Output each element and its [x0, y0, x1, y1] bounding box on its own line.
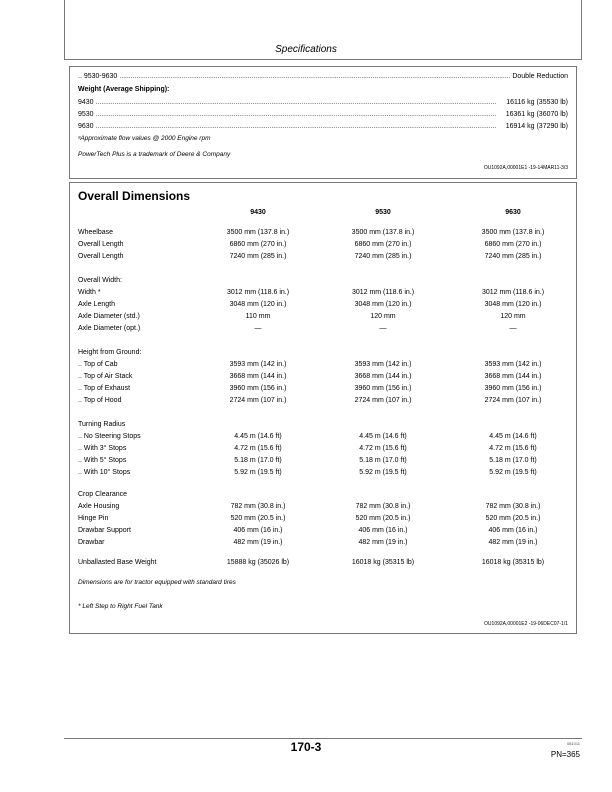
cell-value: 4.45 m (14.6 ft)	[489, 433, 537, 440]
cell-value: 2724 mm (107 in.)	[354, 397, 412, 404]
cell-value: —	[509, 325, 517, 332]
cell-value: 3500 mm (137.8 in.)	[481, 229, 545, 236]
cell-value: 482 mm (19 in.)	[233, 539, 283, 546]
table-row	[78, 445, 568, 457]
row-label: Axle Housing	[78, 503, 120, 510]
cell-value: 482 mm (19 in.)	[488, 539, 538, 546]
table-row	[78, 559, 568, 571]
footer-rule	[64, 738, 582, 739]
row-label: .. Top of Cab	[78, 361, 118, 368]
cell-value: 782 mm (30.8 in.)	[230, 503, 286, 510]
cell-value: 16018 kg (35315 lb)	[351, 559, 415, 566]
table-row	[78, 301, 568, 313]
table-row	[78, 385, 568, 397]
row-label: Crop Clearance	[78, 491, 128, 498]
row-label: .. Top of Exhaust	[78, 385, 131, 392]
weight-value: 16914 kg (37290 lb)	[505, 123, 568, 130]
row-label: Width *	[78, 289, 101, 296]
leader-dots	[119, 73, 510, 80]
table-row	[78, 433, 568, 445]
table-row	[78, 421, 568, 433]
table-row	[78, 313, 568, 325]
cell-value: 3048 mm (120 in.)	[484, 301, 542, 308]
row-label: Wheelbase	[78, 229, 114, 236]
table-row	[78, 277, 568, 289]
weight-value: 16361 kg (36070 lb)	[505, 111, 568, 118]
table-row	[78, 253, 568, 265]
row-label: Drawbar Support	[78, 527, 131, 534]
row-label: Overall Width:	[78, 277, 122, 284]
weight-value: 16116 kg (35530 lb)	[506, 99, 568, 106]
cell-value: 4.72 m (15.6 ft)	[489, 445, 537, 452]
column-header: 9530	[375, 209, 391, 216]
spec-label: .. 9530-9630	[78, 73, 118, 80]
row-label: Height from Ground:	[78, 349, 142, 356]
cell-value: 3960 mm (156 in.)	[229, 385, 287, 392]
page-number: 170-3	[290, 740, 322, 754]
cell-value: 3593 mm (142 in.)	[354, 361, 412, 368]
row-label: Overall Length	[78, 241, 124, 248]
reference-code: OU1092A,00001E2 -19-06DEC07-1/1	[484, 621, 568, 627]
cell-value: 3500 mm (137.8 in.)	[351, 229, 415, 236]
table-row	[78, 469, 568, 481]
cell-value: 406 mm (16 in.)	[358, 527, 408, 534]
row-label: Axle Diameter (opt.)	[78, 325, 141, 332]
table-row	[78, 241, 568, 253]
cell-value: 3960 mm (156 in.)	[484, 385, 542, 392]
trademark-note: PowerTech Plus is a trademark of Deere & Company	[78, 151, 231, 158]
cell-value: 3593 mm (142 in.)	[484, 361, 542, 368]
row-label: Overall Length	[78, 253, 124, 260]
cell-value: 3012 mm (118.6 in.)	[226, 289, 290, 296]
cell-value: 4.45 m (14.6 ft)	[234, 433, 282, 440]
overall-dimensions-box	[69, 182, 577, 634]
cell-value: 406 mm (16 in.)	[233, 527, 283, 534]
row-label: Hinge Pin	[78, 515, 109, 522]
cell-value: 6860 mm (270 in.)	[229, 241, 287, 248]
cell-value: 7240 mm (285 in.)	[354, 253, 412, 260]
flow-footnote: ᵃApproximate flow values @ 2000 Engine rpm	[78, 135, 211, 142]
weight-label: 9530	[78, 111, 94, 118]
cell-value: 5.92 m (19.5 ft)	[359, 469, 407, 476]
cell-value: 2724 mm (107 in.)	[484, 397, 542, 404]
cell-value: 5.18 m (17.0 ft)	[489, 457, 537, 464]
weight-label: 9430	[78, 99, 94, 106]
cell-value: 3048 mm (120 in.)	[354, 301, 412, 308]
cell-value: 6860 mm (270 in.)	[484, 241, 542, 248]
row-label: Axle Length	[78, 301, 115, 308]
table-row	[78, 373, 568, 385]
weight-row	[78, 123, 568, 130]
table-row	[78, 515, 568, 527]
cell-value: 782 mm (30.8 in.)	[355, 503, 411, 510]
table-row	[78, 325, 568, 337]
cell-value: 16018 kg (35315 lb)	[481, 559, 545, 566]
specs-continued-box	[69, 66, 577, 179]
spec-row	[78, 73, 568, 80]
row-label: .. With 5° Stops	[78, 457, 127, 464]
table-row	[78, 289, 568, 301]
weight-heading: Weight (Average Shipping):	[78, 86, 170, 93]
cell-value: 15888 kg (35026 lb)	[226, 559, 290, 566]
column-header: 9430	[250, 209, 266, 216]
width-footnote: * Left Step to Right Fuel Tank	[78, 603, 163, 610]
table-row	[78, 361, 568, 373]
weight-row	[78, 99, 568, 106]
cell-value: 5.92 m (19.5 ft)	[489, 469, 537, 476]
column-header: 9630	[505, 209, 521, 216]
leader-dots	[96, 111, 504, 118]
reference-code: OU1092A,00001E1 -19-14MAR11-3/3	[483, 165, 568, 171]
cell-value: 3668 mm (144 in.)	[484, 373, 542, 380]
row-label: .. Top of Air Stack	[78, 373, 133, 380]
leader-dots	[96, 99, 505, 106]
table-row	[78, 457, 568, 469]
row-label: .. With 3° Stops	[78, 445, 127, 452]
cell-value: 3593 mm (142 in.)	[229, 361, 287, 368]
cell-value: 4.72 m (15.6 ft)	[234, 445, 282, 452]
dimensions-note: Dimensions are for tractor equipped with standard tires	[78, 579, 236, 586]
table-row	[78, 229, 568, 241]
cell-value: 120 mm	[370, 313, 396, 320]
footer-code: 081011	[566, 741, 580, 746]
cell-value: 3500 mm (137.8 in.)	[226, 229, 290, 236]
table-row	[78, 527, 568, 539]
cell-value: 6860 mm (270 in.)	[354, 241, 412, 248]
cell-value: 3960 mm (156 in.)	[354, 385, 412, 392]
row-label: Axle Diameter (std.)	[78, 313, 140, 320]
table-row	[78, 503, 568, 515]
cell-value: 7240 mm (285 in.)	[229, 253, 287, 260]
cell-value: —	[254, 325, 262, 332]
weight-row	[78, 111, 568, 118]
cell-value: 782 mm (30.8 in.)	[485, 503, 541, 510]
page-title: Specifications	[275, 44, 337, 55]
cell-value: —	[379, 325, 387, 332]
row-label: .. With 10° Stops	[78, 469, 131, 476]
pn-number: PN=365	[550, 750, 580, 759]
cell-value: 3048 mm (120 in.)	[229, 301, 287, 308]
cell-value: 3668 mm (144 in.)	[354, 373, 412, 380]
cell-value: 2724 mm (107 in.)	[229, 397, 287, 404]
cell-value: 3012 mm (118.6 in.)	[481, 289, 545, 296]
cell-value: 7240 mm (285 in.)	[484, 253, 542, 260]
leader-dots	[96, 123, 504, 130]
cell-value: 5.92 m (19.5 ft)	[234, 469, 282, 476]
section-title: Overall Dimensions	[78, 189, 191, 203]
table-row	[78, 539, 568, 551]
cell-value: 110 mm	[245, 313, 271, 320]
row-label: Turning Radius	[78, 421, 126, 428]
cell-value: 5.18 m (17.0 ft)	[359, 457, 407, 464]
weight-label: 9630	[78, 123, 94, 130]
cell-value: 4.45 m (14.6 ft)	[359, 433, 407, 440]
cell-value: 520 mm (20.5 in.)	[230, 515, 286, 522]
cell-value: 482 mm (19 in.)	[358, 539, 408, 546]
row-label: Drawbar	[78, 539, 105, 546]
table-row	[78, 397, 568, 409]
table-row	[78, 491, 568, 503]
row-label: .. Top of Hood	[78, 397, 122, 404]
row-label: .. No Steering Stops	[78, 433, 141, 440]
cell-value: 3668 mm (144 in.)	[229, 373, 287, 380]
spec-value: Double Reduction	[512, 73, 568, 80]
table-row	[78, 349, 568, 361]
cell-value: 120 mm	[500, 313, 526, 320]
cell-value: 5.18 m (17.0 ft)	[234, 457, 282, 464]
row-label: Unballasted Base Weight	[78, 559, 157, 566]
cell-value: 4.72 m (15.6 ft)	[359, 445, 407, 452]
cell-value: 406 mm (16 in.)	[488, 527, 538, 534]
cell-value: 520 mm (20.5 in.)	[355, 515, 411, 522]
cell-value: 520 mm (20.5 in.)	[485, 515, 541, 522]
cell-value: 3012 mm (118.6 in.)	[351, 289, 415, 296]
